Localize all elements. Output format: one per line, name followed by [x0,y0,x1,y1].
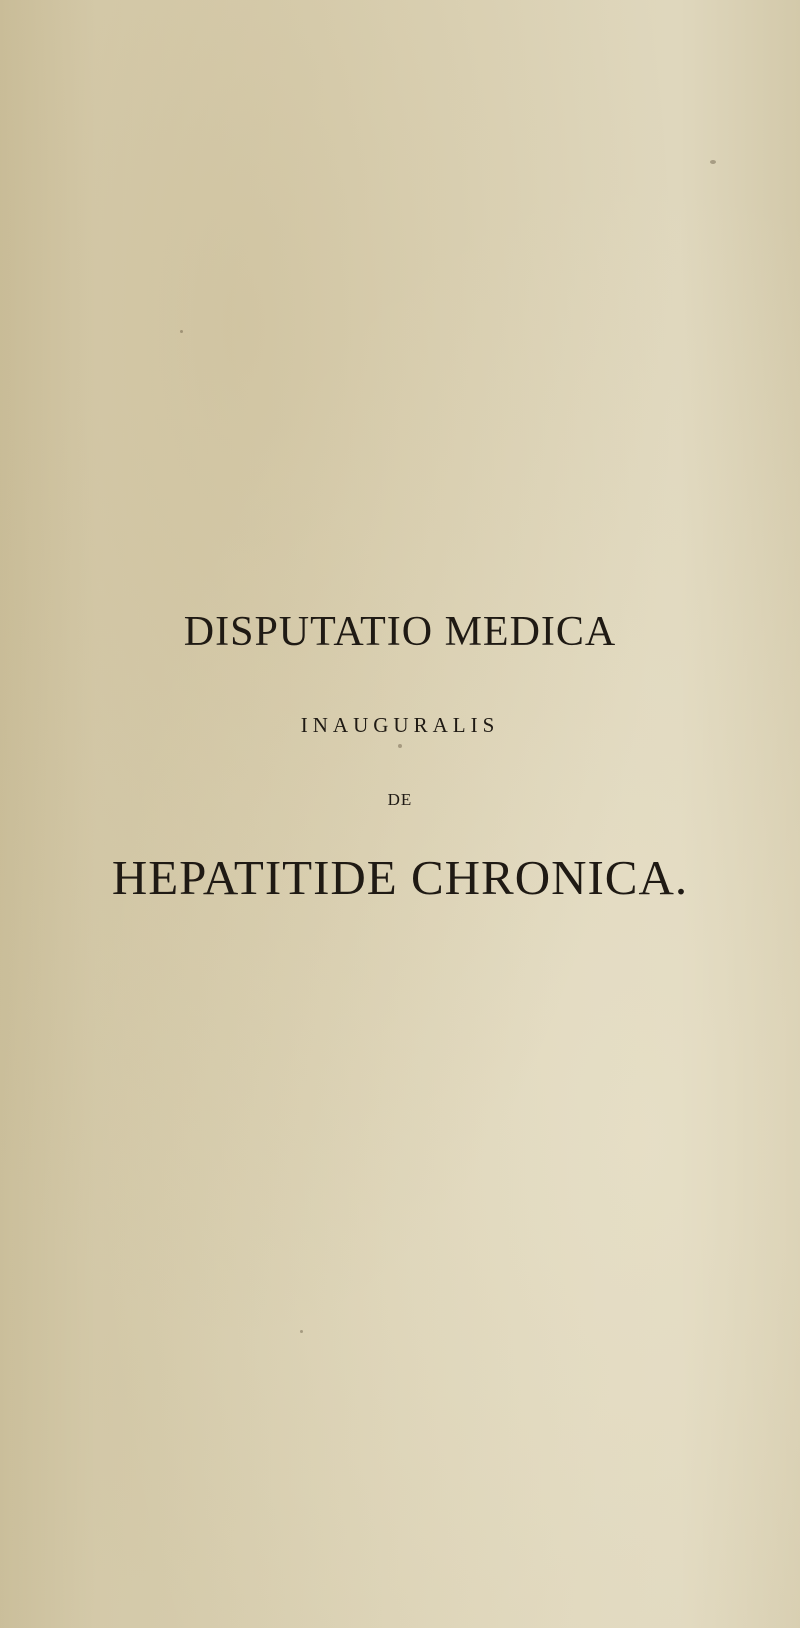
document-preposition: DE [387,790,413,809]
paper-speck [398,744,402,748]
document-subject: HEPATITIDE CHRONICA. [111,850,689,905]
document-subtitle: INAUGURALIS [300,713,500,737]
paper-speck [710,160,716,164]
paper-speck [180,330,183,333]
document-title: DISPUTATIO MEDICA [183,609,617,655]
paper-speck [300,1330,303,1333]
